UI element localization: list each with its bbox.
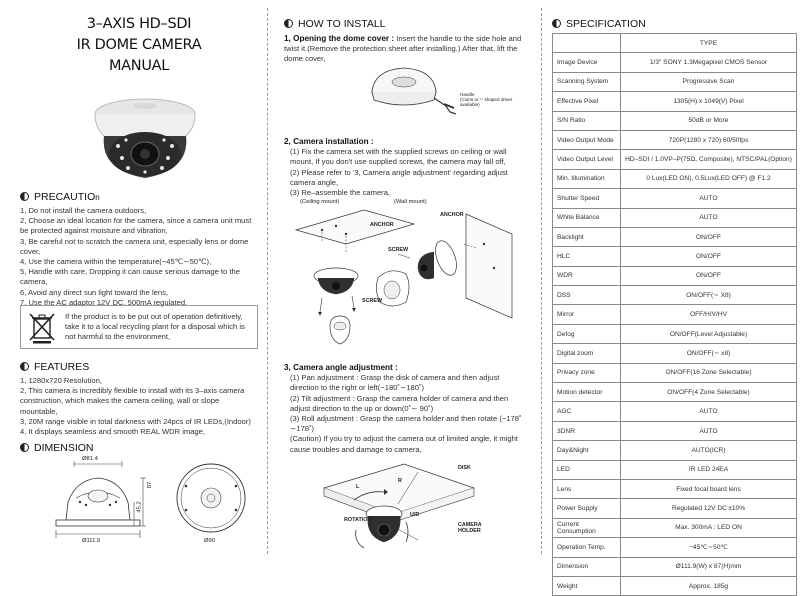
dim-top-width: Ø81.4 bbox=[82, 456, 98, 462]
table-row bbox=[553, 538, 797, 557]
spec-key: Lens bbox=[553, 479, 621, 498]
wall-mount-label: (Wall mount) bbox=[394, 199, 427, 205]
spec-table-body bbox=[553, 34, 797, 596]
list-item: (1) Pan adjustment : Grasp the disk of camera and then adjust direction to the right or left(−180˚∼180˚) bbox=[290, 373, 500, 393]
spec-key: Motion detector bbox=[553, 383, 621, 402]
spec-value: AUTO bbox=[621, 402, 797, 421]
spec-key: DSS bbox=[553, 286, 621, 305]
spec-value: Fixed focal board lens bbox=[621, 479, 797, 498]
spec-key: Backlight bbox=[553, 227, 621, 246]
table-row bbox=[553, 518, 797, 537]
dim-height: 87 bbox=[147, 481, 154, 489]
spec-key: Digital zoom bbox=[553, 344, 621, 363]
title-line-2: IR DOME CAMERA bbox=[76, 37, 202, 53]
spec-key: Video Output Level bbox=[553, 150, 621, 169]
step-3-title: 3, Camera angle adjustment : bbox=[284, 363, 398, 372]
spec-key: Dimension bbox=[553, 557, 621, 576]
spec-table bbox=[552, 33, 797, 596]
ceiling-mount-label: (Ceiling mount) bbox=[300, 199, 340, 205]
spec-value: Approx. 185g bbox=[621, 576, 797, 595]
spec-key: HLC bbox=[553, 247, 621, 266]
anchor-label-ceiling: ANCHOR bbox=[370, 222, 394, 228]
disposal-notice bbox=[20, 305, 258, 349]
handle-label: Handle bbox=[460, 92, 475, 97]
spec-key: Effective Pixel bbox=[553, 92, 621, 111]
step-2-title: 2, Camera installation : bbox=[284, 137, 374, 146]
spec-value: HD–SDI / 1.0VP–P(75Ω, Composite), NTSC/PAL(Option) bbox=[621, 150, 797, 169]
list-item: 2, This camera is incredibly flexible to install with its 3–axis camera construction, which makes the camera ceiling, wall or slope mountable, bbox=[20, 386, 245, 416]
install-step-1 bbox=[284, 34, 528, 65]
weee-bin-icon bbox=[27, 310, 57, 344]
table-row bbox=[553, 363, 797, 382]
spec-key: 3DNR bbox=[553, 421, 621, 440]
spec-value: ON/OFF(4 Zone Selectable) bbox=[621, 383, 797, 402]
spec-value: Regulated 12V DC ±10% bbox=[621, 499, 797, 518]
features-list bbox=[20, 376, 258, 437]
table-row bbox=[553, 441, 797, 460]
spec-key: AGC bbox=[553, 402, 621, 421]
table-row bbox=[553, 72, 797, 91]
list-item: 3, 20M range visible in total darkness with 24pcs of IR LEDs,(Indoor) bbox=[20, 416, 251, 426]
camera-holder-label: CAMERA bbox=[458, 522, 482, 528]
spec-key: Weight bbox=[553, 576, 621, 595]
column-divider bbox=[541, 8, 542, 554]
spec-value: OFF/H/V/HV bbox=[621, 305, 797, 324]
disposal-text: If the product is to be put out of operation definitively, take it to a local recycling plant for a disposal which is not harmful to the environment, bbox=[65, 312, 245, 341]
arrow-r-label: R bbox=[398, 478, 402, 484]
column-left bbox=[20, 0, 258, 562]
spec-heading: SPECIFICATION bbox=[552, 17, 646, 30]
spec-value: 50dB or More bbox=[621, 111, 797, 130]
table-row bbox=[553, 421, 797, 440]
section-bullet-icon bbox=[284, 19, 293, 28]
title-line-1: 3–AXIS HD–SDI bbox=[86, 16, 192, 32]
arrow-l-label: L bbox=[356, 484, 360, 490]
step-1-title: 1, Opening the dome cover : bbox=[284, 34, 395, 43]
spec-key: S/N Ratio bbox=[553, 111, 621, 130]
dim-mid-height: 45.2 bbox=[136, 501, 143, 513]
camera-holder-label-2: HOLDER bbox=[458, 528, 481, 534]
spec-value: ON/OFF(Level Adjustable) bbox=[621, 324, 797, 343]
anchor-label-wall: ANCHOR bbox=[440, 212, 464, 218]
dimension-top-view bbox=[172, 462, 250, 536]
disk-label: DISK bbox=[458, 465, 471, 471]
section-bullet-icon bbox=[20, 362, 29, 371]
dome-cover-drawing bbox=[364, 62, 464, 126]
column-divider bbox=[267, 8, 268, 554]
table-row bbox=[553, 383, 797, 402]
dim-top-view-width: Ø90 bbox=[204, 538, 215, 544]
rotation-label: ROTATION bbox=[344, 517, 372, 523]
section-bullet-icon bbox=[20, 443, 29, 452]
list-item: 6, Avoid any direct sun light toward the lens, bbox=[20, 287, 169, 297]
spec-value: ON/OFF(16 Zone Selectable) bbox=[621, 363, 797, 382]
spec-value: AUTO bbox=[621, 421, 797, 440]
spec-key: Min. Illumination bbox=[553, 169, 621, 188]
title-line-3: MANUAL bbox=[108, 58, 170, 74]
spec-value: ON/OFF bbox=[621, 227, 797, 246]
spec-key bbox=[553, 34, 621, 53]
spec-value: Ø111.9(W) x 87(H)mm bbox=[621, 557, 797, 576]
list-item: 1, 1280x720 Resolution, bbox=[20, 376, 102, 385]
spec-key: LED bbox=[553, 460, 621, 479]
list-item: 4, It displays seamless and smooth REAL WDR image, bbox=[20, 427, 205, 437]
list-item: 3, Be careful not to scratch the camera unit, especially lens or dome cover, bbox=[20, 236, 249, 256]
list-item: (2) Please refer to '3, Camera angle adjustment' regarding adjust camera angle, bbox=[290, 167, 508, 187]
spec-value: AUTO(ICR) bbox=[621, 441, 797, 460]
install-step-2 bbox=[284, 137, 528, 198]
table-row bbox=[553, 557, 797, 576]
ud-label: U/D bbox=[410, 512, 420, 518]
table-row bbox=[553, 305, 797, 324]
table-row bbox=[553, 499, 797, 518]
list-item: (Caution) If you try to adjust the camera out of limited angle, it might cause troubles and damage to camera, bbox=[290, 434, 518, 454]
list-item: 2, Choose an ideal location for the camera, since a camera unit must be protected against moisture and vibration, bbox=[20, 216, 252, 236]
table-row bbox=[553, 324, 797, 343]
screw-label-wall: SCREW bbox=[388, 247, 409, 253]
dome-camera-photo bbox=[90, 92, 200, 182]
spec-key: Privacy zone bbox=[553, 363, 621, 382]
features-heading: FEATURES bbox=[20, 360, 89, 373]
install-heading: HOW TO INSTALL bbox=[284, 17, 386, 30]
table-row bbox=[553, 227, 797, 246]
list-item: (2) Tilt adjustment : Grasp the camera holder of camera and then adjust direction to the up or down(0˚∼ 90˚) bbox=[290, 393, 509, 413]
spec-value: ON/OFF bbox=[621, 266, 797, 285]
spec-value: ON/OFF bbox=[621, 247, 797, 266]
table-row bbox=[553, 266, 797, 285]
list-item: 1, Do not install the camera outdoors, bbox=[20, 206, 147, 215]
spec-value: 0 Lux(LED ON), 0.5Lux(LED OFF) @ F1.2 bbox=[621, 169, 797, 188]
spec-key: Video Output Mode bbox=[553, 130, 621, 149]
list-item: (3) Roll adjustment : Grasp the camera holder and then rotate (−178˚ ∼178˚) bbox=[290, 414, 522, 434]
table-row bbox=[553, 286, 797, 305]
list-item: 4, Use the camera within the temperature(−45℃∼50℃), bbox=[20, 257, 212, 267]
spec-value: Max. 300mA : LED ON bbox=[621, 518, 797, 537]
spec-value: Progressive Scan bbox=[621, 72, 797, 91]
handle-label-2: (Coins or '-' shaped driver bbox=[460, 97, 513, 102]
handle-label-3: available) bbox=[460, 102, 480, 107]
section-bullet-icon bbox=[552, 19, 561, 28]
dim-bottom-width: Ø111.9 bbox=[82, 538, 101, 544]
install-step-3 bbox=[284, 363, 528, 455]
table-row bbox=[553, 92, 797, 111]
spec-value: ON/OFF(∼ x8) bbox=[621, 344, 797, 363]
table-row bbox=[553, 479, 797, 498]
spec-key: WDR bbox=[553, 266, 621, 285]
spec-value: −45℃∼50℃ bbox=[621, 538, 797, 557]
table-row bbox=[553, 344, 797, 363]
spec-value: AUTO bbox=[621, 189, 797, 208]
table-row bbox=[553, 576, 797, 595]
spec-value: 720P(1280 x 720) 60/50fps bbox=[621, 130, 797, 149]
screw-label-ceiling: SCREW bbox=[362, 298, 383, 304]
table-row bbox=[553, 169, 797, 188]
table-row bbox=[553, 402, 797, 421]
table-row bbox=[553, 34, 797, 53]
manual-title bbox=[20, 14, 258, 77]
spec-value: ON/OFF(∼ X8) bbox=[621, 286, 797, 305]
table-row bbox=[553, 53, 797, 72]
column-right bbox=[552, 0, 800, 590]
spec-key: Day&Night bbox=[553, 441, 621, 460]
precaution-heading: PRECAUTIOn bbox=[20, 190, 100, 203]
table-row bbox=[553, 247, 797, 266]
spec-key: Defog bbox=[553, 324, 621, 343]
spec-key: Image Device bbox=[553, 53, 621, 72]
table-row bbox=[553, 460, 797, 479]
table-row bbox=[553, 150, 797, 169]
list-item: (1) Fix the camera set with the supplied screws on ceiling or wall mount, If you don't use supplied screws, the camera may fall off, bbox=[290, 147, 507, 167]
installation-drawing bbox=[294, 208, 524, 363]
dimension-heading: DIMENSION bbox=[20, 441, 94, 454]
spec-value: 1/3" SONY 1.3Megapixel CMOS Sensor bbox=[621, 53, 797, 72]
spec-key: Operation Temp. bbox=[553, 538, 621, 557]
spec-value: TYPE bbox=[621, 34, 797, 53]
spec-key: Power Supply bbox=[553, 499, 621, 518]
list-item: (3) Re–assemble the camera, bbox=[290, 188, 391, 198]
spec-key: Scanning System bbox=[553, 72, 621, 91]
table-row bbox=[553, 130, 797, 149]
list-item: 7, Use the AC adaptor 12V DC, 500mA regulated, bbox=[20, 297, 188, 307]
section-bullet-icon bbox=[20, 192, 29, 201]
angle-adjustment-drawing bbox=[314, 458, 484, 554]
spec-key: Mirror bbox=[553, 305, 621, 324]
precaution-list bbox=[20, 206, 258, 308]
table-row bbox=[553, 208, 797, 227]
spec-key: Current Consumption bbox=[553, 518, 621, 537]
spec-value: IR LED 24EA bbox=[621, 460, 797, 479]
table-row bbox=[553, 111, 797, 130]
spec-key: White Balance bbox=[553, 208, 621, 227]
column-middle bbox=[284, 0, 528, 562]
step-1-body: Insert the handle to the side hole and twist it.(Remove the protection sheet after installing.) After that, lift the dome cover, bbox=[284, 34, 522, 64]
spec-value: AUTO bbox=[621, 208, 797, 227]
table-row bbox=[553, 189, 797, 208]
spec-key: Shutter Speed bbox=[553, 189, 621, 208]
list-item: 5, Handle with care, Dropping it can cause serious damage to the camera, bbox=[20, 267, 240, 287]
spec-value: 1305(H) x 1049(V) Pixel bbox=[621, 92, 797, 111]
